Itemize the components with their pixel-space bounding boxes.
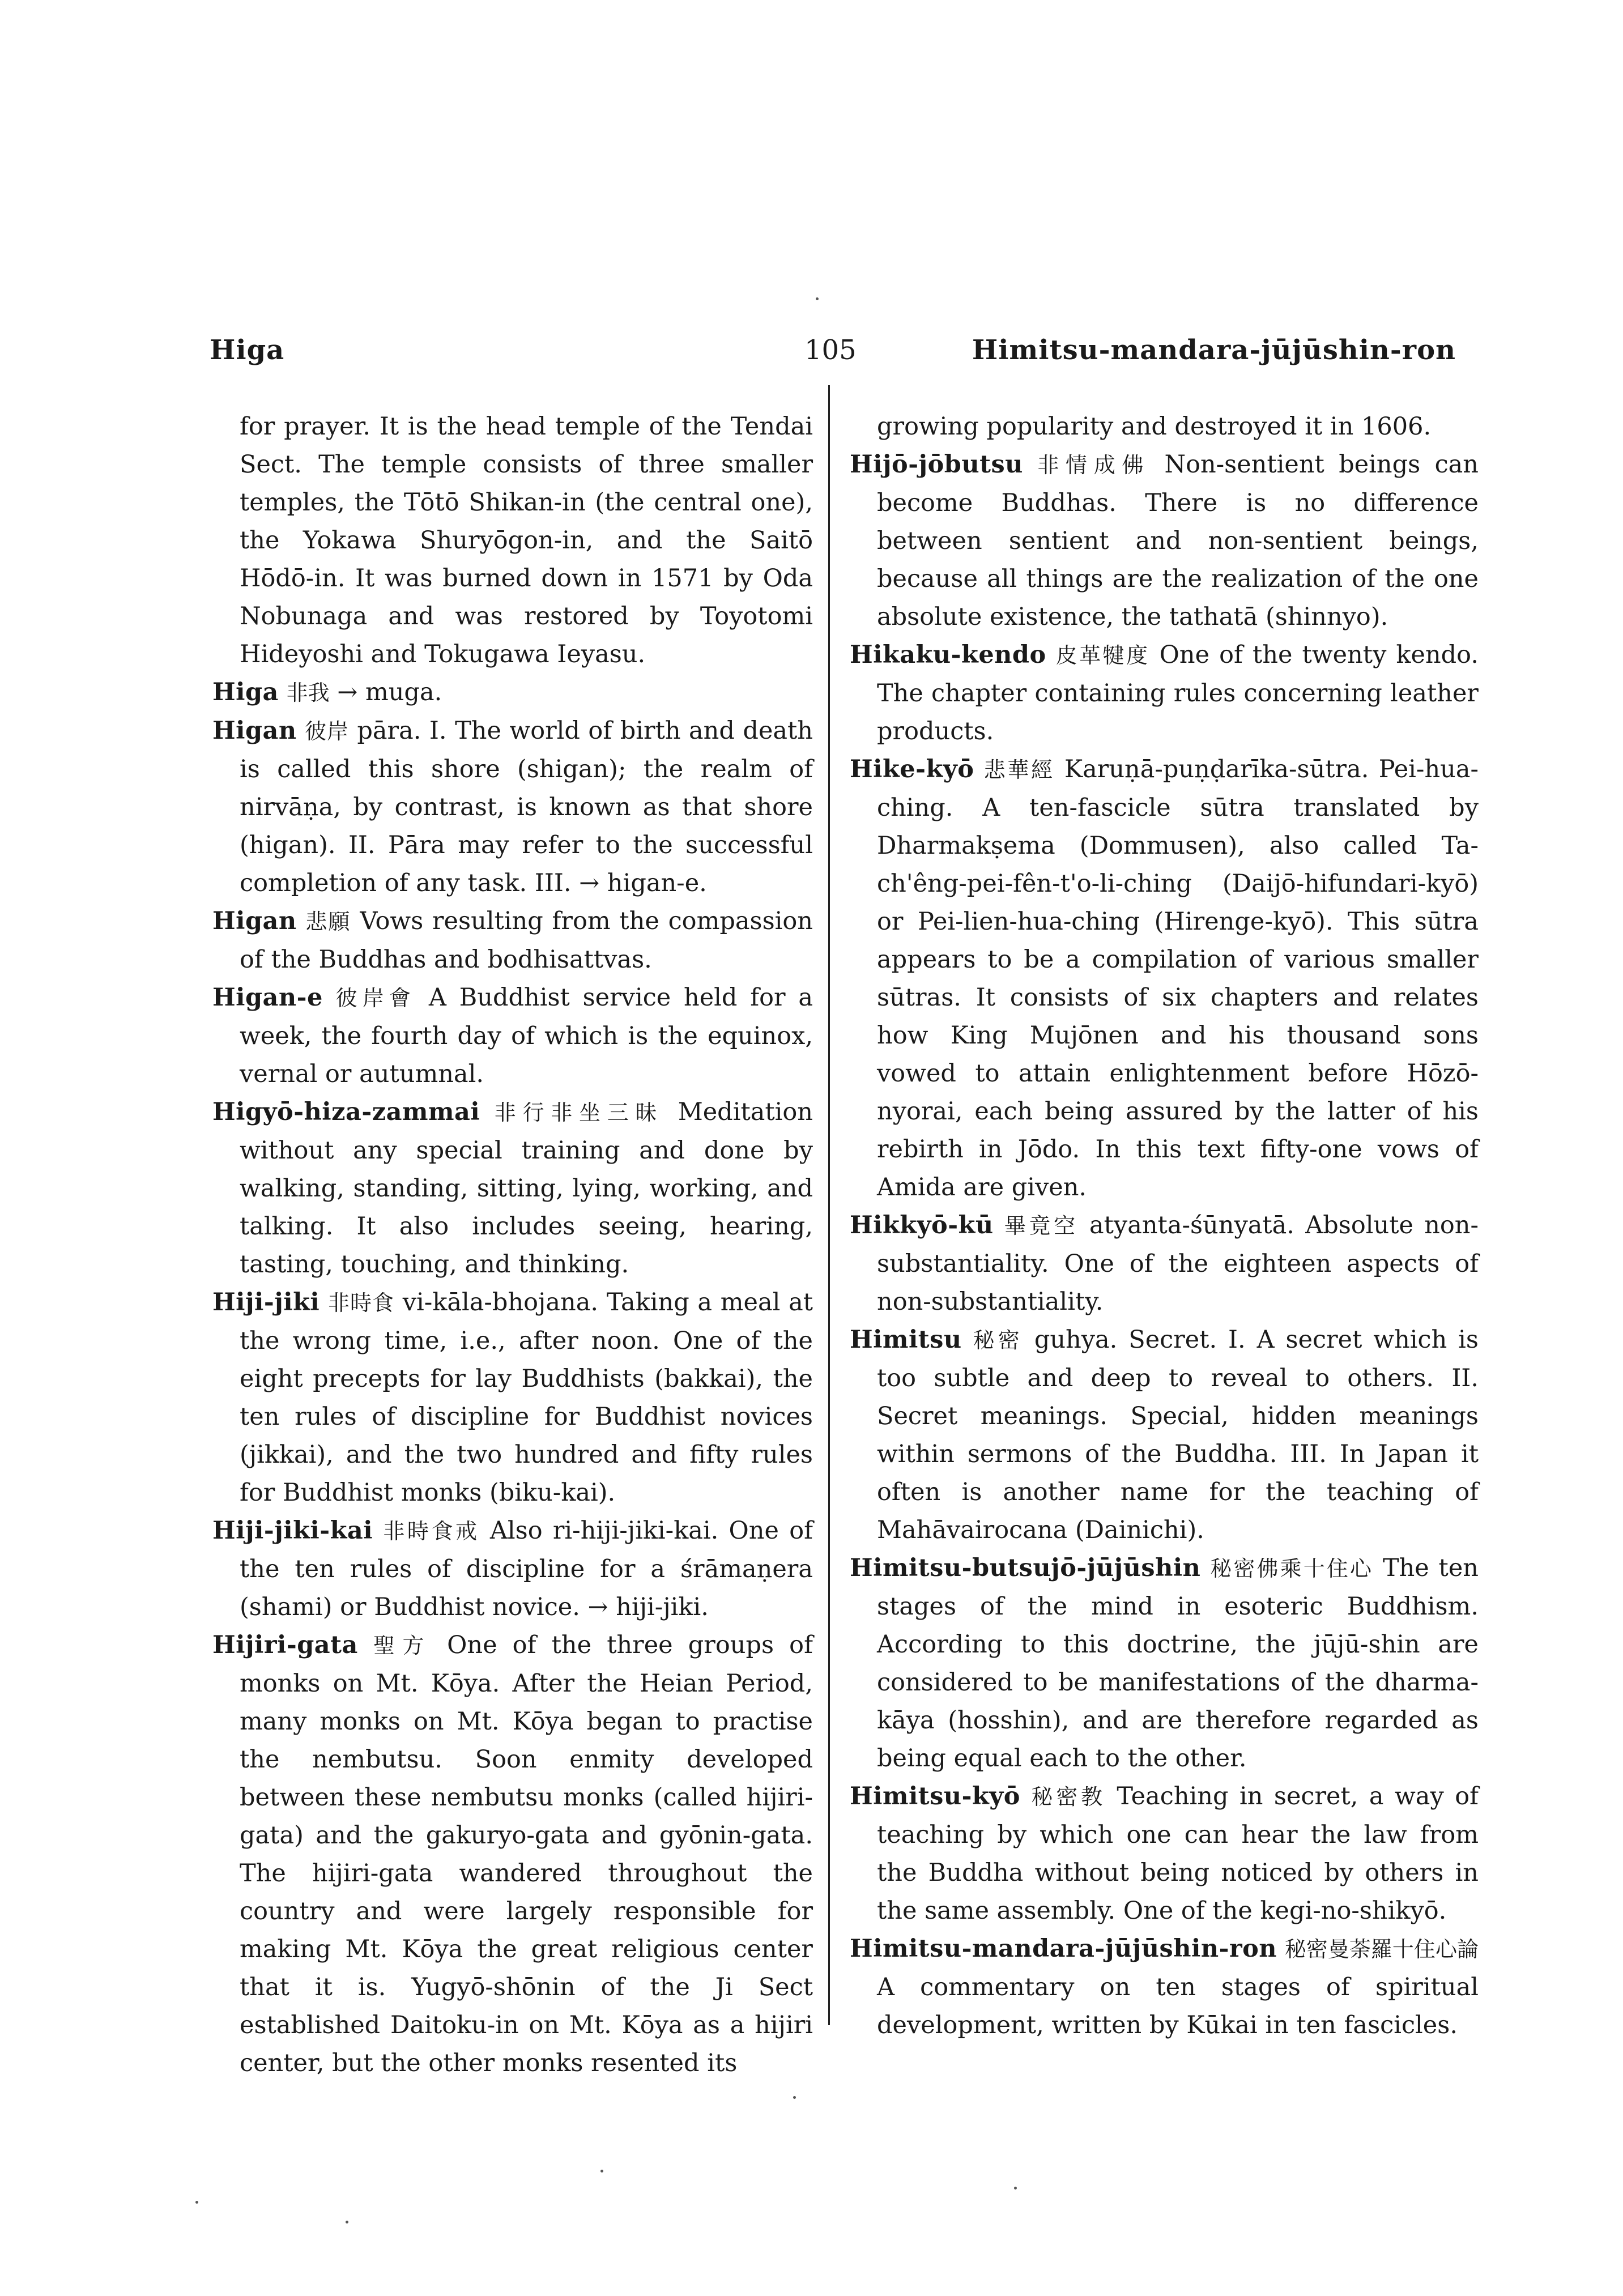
entry-body: A Buddhist service held for a week, the fourth day of which is the equinox, vernal or autumnal. xyxy=(240,983,813,1088)
scan-speck xyxy=(1014,2187,1017,2189)
entry-body: Karuṇā-puṇḍarīka-sūtra. Pei-hua-ching. A ten-fascicle sūtra translated by Dharmakṣema (Dommusen), also called Ta-ch'êng-pei-fên-t'o-li-ching (Daijō-hifundari-kyō) or Pei-lien-hua-ching (Hirenge-kyō). This sūtra appears to be a compilation of various smaller sūtras. It consists of six chapters and relates how King Mujōnen and his thousand sons vowed to attain enlightenment before Hōzō-nyorai, each being assured by the latter of his rebirth in Jōdo. In this text fifty-one vows of Amida are given. xyxy=(877,755,1479,1202)
entry-characters: 畢竟空 xyxy=(1004,1213,1079,1238)
dictionary-entry xyxy=(212,712,813,902)
entry-headword: Higyō-hiza-zammai xyxy=(212,1098,480,1126)
page-number: 105 xyxy=(804,334,857,366)
entry-body: Also ri-hiji-jiki-kai. One of the ten rules of discipline for a śrāmaṇera (shami) or Buddhist novice. → hiji-jiki. xyxy=(240,1517,813,1621)
entry-characters: 非時食 xyxy=(327,1290,395,1315)
entry-characters: 彼岸 xyxy=(305,719,349,744)
entry-characters: 秘密曼荼羅十住心論 xyxy=(1284,1937,1479,1962)
entry-body: One of the twenty kendo. The chapter containing rules concerning leather products. xyxy=(877,641,1479,746)
entry-headword: Hiji-jiki-kai xyxy=(212,1517,373,1545)
entry-body: Non-sentient beings can become Buddhas. There is no difference between sentient and non-sentient beings, because all things are the realization of the one absolute existence, the tathatā (shinnyo). xyxy=(877,450,1479,631)
dictionary-entry xyxy=(850,446,1479,636)
entry-continuation xyxy=(850,408,1479,446)
scan-speck xyxy=(793,2096,796,2099)
entry-body: A commentary on ten stages of spiritual development, written by Kūkai in ten fascicles. xyxy=(877,1973,1479,2039)
entry-body: atyanta-śūnyatā. Absolute non-substantiality. One of the eighteen aspects of non-substantiality. xyxy=(877,1211,1479,1316)
entry-characters: 秘密佛乘十住心 xyxy=(1210,1556,1374,1581)
entry-headword: Hiji-jiki xyxy=(212,1288,320,1317)
entry-headword: Hikaku-kendo xyxy=(850,641,1046,669)
entry-characters: 皮革犍度 xyxy=(1055,643,1150,668)
dictionary-entry xyxy=(212,1512,813,1626)
entry-characters: 悲願 xyxy=(305,909,351,934)
entry-body: Meditation without any special training and done by walking, standing, sitting, lying, working, and talking. It also includes seeing, hearing, tasting, touching, and thinking. xyxy=(240,1098,813,1279)
entry-body: growing popularity and destroyed it in 1606. xyxy=(877,412,1432,441)
column-divider xyxy=(828,385,830,2025)
entry-characters: 悲華經 xyxy=(983,757,1055,782)
dictionary-entry xyxy=(212,902,813,979)
left-column xyxy=(212,408,813,2082)
entry-headword: Himitsu-mandara-jūjūshin-ron xyxy=(850,1935,1277,1963)
entry-headword: Higan-e xyxy=(212,983,323,1012)
running-header xyxy=(210,334,1456,385)
right-column xyxy=(850,408,1479,2044)
dictionary-entry xyxy=(850,751,1479,1207)
entry-continuation xyxy=(212,408,813,674)
entry-characters: 秘密教 xyxy=(1031,1784,1106,1809)
dictionary-entry xyxy=(212,1093,813,1284)
entry-headword: Himitsu-kyō xyxy=(850,1782,1020,1811)
entry-characters: 聖方 xyxy=(373,1633,432,1658)
header-last-entry: Himitsu-mandara-jūjūshin-ron xyxy=(972,334,1456,366)
entry-characters: 彼岸會 xyxy=(335,986,416,1011)
entry-body: → muga. xyxy=(337,678,442,706)
entry-characters: 秘密 xyxy=(973,1328,1023,1353)
entry-body: for prayer. It is the head temple of the Tendai Sect. The temple consists of three smaller temples, the Tōtō Shikan-in (the central one), the Yokawa Shuryōgon-in, and the Saitō Hōdō-in. It was burned down in 1571 by Oda Nobunaga and was restored by Toyotomi Hideyoshi and Tokugawa Ieyasu. xyxy=(240,412,813,668)
entry-body: pāra. I. The world of birth and death is called this shore (shigan); the realm of nirvāṇa, by contrast, is known as that shore (higan). II. Pāra may refer to the successful completion of any task. III. → higan-e. xyxy=(240,717,813,897)
entry-headword: Higan xyxy=(212,717,297,745)
entry-characters: 非時食戒 xyxy=(383,1519,480,1544)
scan-speck xyxy=(816,297,819,300)
dictionary-entry xyxy=(850,636,1479,751)
entry-body: The ten stages of the mind in esoteric Buddhism. According to this doctrine, the jūjū-shin are considered to be manifestations of the dharma-kāya (hosshin), and are therefore regarded as being equal each to the other. xyxy=(877,1554,1479,1773)
entry-headword: Himitsu xyxy=(850,1326,962,1354)
entry-headword: Hike-kyō xyxy=(850,755,974,783)
entry-headword: Higan xyxy=(212,907,297,935)
entry-body: vi-kāla-bhojana. Taking a meal at the wrong time, i.e., after noon. One of the eight precepts for lay Buddhists (bakkai), the ten rules of discipline for Buddhist novices (jikkai), and the two hundred and fifty rules for Buddhist monks (biku-kai). xyxy=(240,1288,813,1507)
scan-speck xyxy=(195,2201,198,2204)
dictionary-entry xyxy=(212,674,813,712)
dictionary-entry xyxy=(850,1207,1479,1321)
entry-body: guhya. Secret. I. A secret which is too subtle and deep to reveal to others. II. Secret meanings. Special, hidden meanings within sermons of the Buddha. III. In Japan it often is another name for the teaching of Mahāvairocana (Dainichi). xyxy=(877,1326,1479,1544)
dictionary-entry xyxy=(850,1930,1479,2044)
entry-characters: 非我 xyxy=(286,680,330,705)
entry-headword: Hikkyō-kū xyxy=(850,1211,994,1239)
dictionary-entry xyxy=(850,1549,1479,1778)
scan-speck xyxy=(346,2221,348,2223)
entry-body: Teaching in secret, a way of teaching by which one can hear the law from the Buddha without being noticed by others in the same assembly. One of the kegi-no-shikyō. xyxy=(877,1782,1479,1925)
header-first-entry: Higa xyxy=(210,334,285,366)
dictionary-entry xyxy=(850,1321,1479,1549)
entry-characters: 非行非坐三昧 xyxy=(494,1100,664,1125)
dictionary-entry xyxy=(850,1778,1479,1930)
scan-speck xyxy=(600,2170,603,2173)
entry-body: One of the three groups of monks on Mt. Kōya. After the Heian Period, many monks on Mt. Kōya began to practise the nembutsu. Soon enmity developed between these nembutsu monks (called hijiri-gata) and the gakuryo-gata and gyōnin-gata. The hijiri-gata wandered throughout the country and were largely responsible for making Mt. Kōya the great religious center that it is. Yugyō-shōnin of the Ji Sect established Daitoku-in on Mt. Kōya as a hijiri center, but the other monks resented its xyxy=(240,1631,813,2077)
entry-headword: Hijiri-gata xyxy=(212,1631,358,1659)
entry-headword: Hijō-jōbutsu xyxy=(850,450,1023,479)
dictionary-entry xyxy=(212,1626,813,2082)
entry-headword: Higa xyxy=(212,678,279,706)
dictionary-entry xyxy=(212,1284,813,1512)
dictionary-entry xyxy=(212,979,813,1093)
entry-characters: 非情成佛 xyxy=(1037,453,1151,478)
entry-headword: Himitsu-butsujō-jūjūshin xyxy=(850,1554,1201,1582)
entry-body: Vows resulting from the compassion of the Buddhas and bodhisattvas. xyxy=(240,907,813,974)
